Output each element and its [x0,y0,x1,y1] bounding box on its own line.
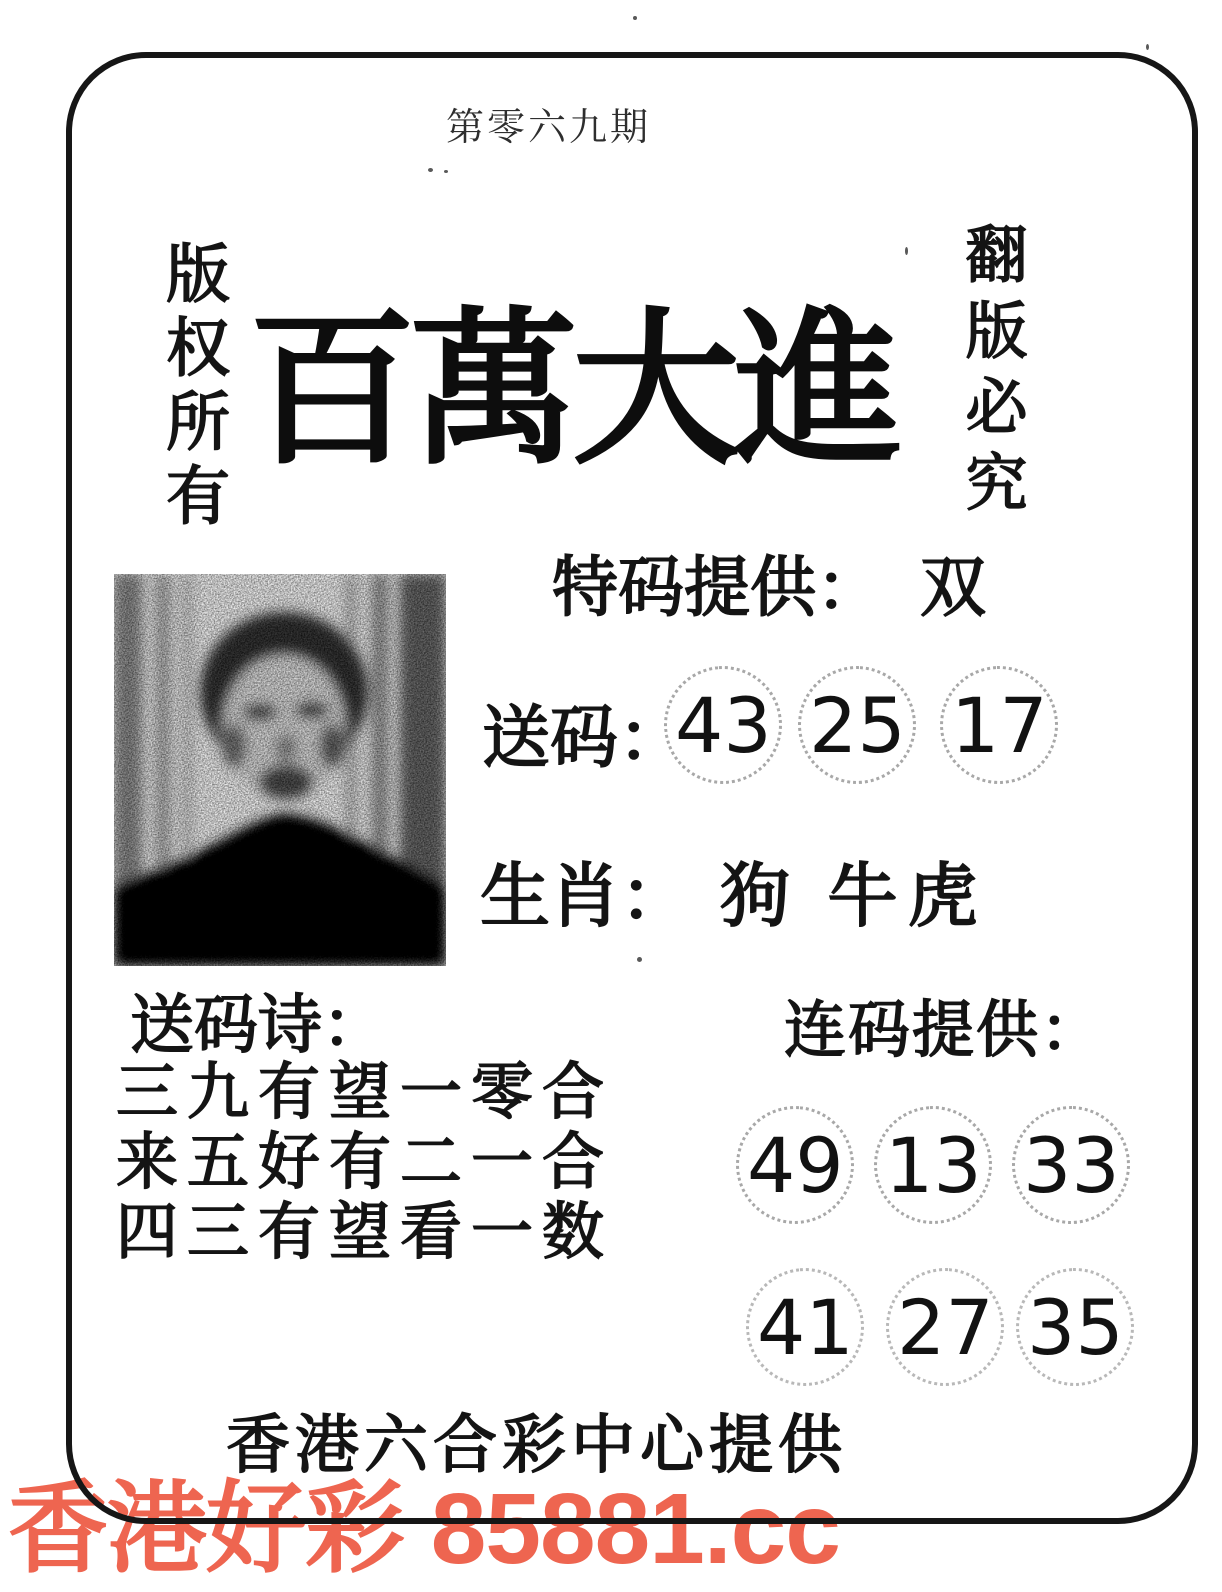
send-code-number-2 [795,663,919,787]
special-code-label: 特码提供： [552,552,882,625]
copyright-vertical-text: 版权所有 [157,240,228,536]
linked-code-r2-n1-value: 41 [756,1282,854,1372]
portrait-photo-graphic [114,574,446,966]
poem-line-1: 三九有望一零合 [116,1059,614,1127]
anti-piracy-vertical-text: 翻版必究 [956,222,1024,526]
linked-code-r2-n1 [741,1263,869,1391]
page-title: 百萬大進 [248,299,896,485]
scan-artifact [428,168,433,172]
send-code-number-3-value: 17 [950,680,1048,770]
special-code-value: 双 [920,552,986,625]
poem-line-3: 四三有望看一数 [116,1199,614,1267]
linked-code-r2-n3-value: 35 [1026,1282,1124,1372]
linked-code-label: 连码提供： [784,997,1105,1065]
scan-artifact [637,957,642,962]
period-label: 第零六九期 [446,107,652,149]
linked-code-r1-n2 [871,1103,995,1227]
scan-artifact [905,247,908,255]
send-code-number-1-value: 43 [674,680,772,770]
send-code-number-2-value: 25 [808,680,906,770]
portrait-photo [114,574,446,966]
scan-artifact [1146,44,1149,50]
send-code-number-1 [660,662,786,788]
linked-code-r1-n2-value: 13 [884,1120,982,1210]
linked-code-r1-n1 [731,1101,859,1229]
poem-title: 送码诗： [130,990,386,1061]
poem-line-2: 来五好有二一合 [116,1129,614,1197]
linked-code-r2-n2 [882,1264,1008,1390]
send-code-number-3 [938,664,1060,786]
footer-provider: 香港六合彩中心提供 [226,1410,847,1481]
linked-code-r2-n2-value: 27 [896,1282,994,1372]
zodiac-line [480,840,988,941]
zodiac-value: 狗 牛虎 [720,859,988,936]
special-code-line [552,534,986,629]
linked-code-r1-n3 [1010,1104,1132,1226]
linked-code-r2-n3 [1014,1266,1136,1388]
zodiac-label: 生肖： [480,859,690,936]
scan-artifact [633,16,637,20]
watermark-text: 香港好彩 85881.cc [8,1473,840,1585]
send-code-label: 送码： [482,700,687,776]
linked-code-r1-n1-value: 49 [746,1120,844,1210]
scan-artifact [444,170,448,173]
linked-code-r1-n3-value: 33 [1022,1120,1120,1210]
